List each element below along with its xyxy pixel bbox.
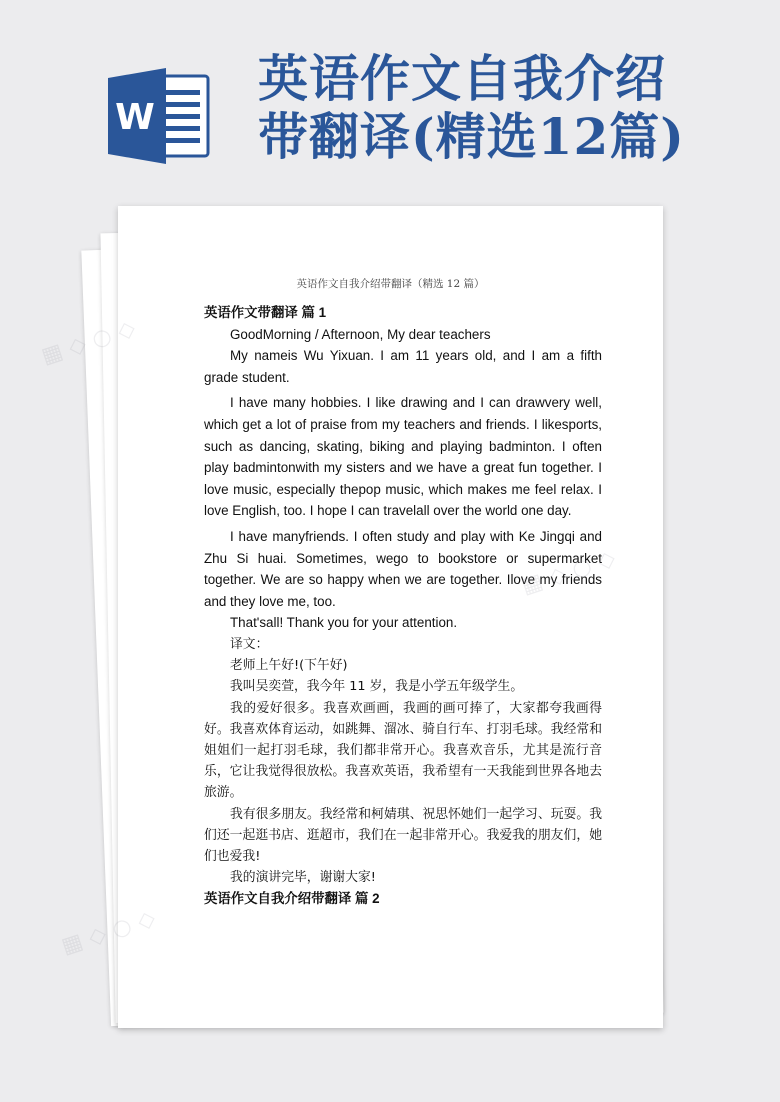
word-logo-letter: W: [115, 97, 155, 138]
document-page: [118, 206, 663, 1028]
watermark: ▦ ◇: [58, 921, 110, 960]
greeting-paragraph: GoodMorning / Afternoon, My dear teachers: [230, 326, 491, 342]
closing-paragraph: That'sall! Thank you for your attention.: [230, 615, 458, 631]
banner-title-line1: 英语作文自我介绍: [258, 49, 666, 108]
chinese-paragraph-2: 我叫吴奕萱，我今年 11 岁，我是小学五年级学生。: [230, 679, 524, 695]
word-icon: [108, 66, 212, 166]
english-paragraph-3: I have manyfriends. I often study and play with Ke Jingqi and Zhu Si huai. Sometimes, wego to bookstore or supermarket together. We are so happy when we are together. Ilove my friends and they love me, too.: [204, 528, 602, 609]
page-header: 英语作文自我介绍带翻译（精选 12 篇）: [296, 278, 485, 290]
chinese-paragraph-5: 我的演讲完毕，谢谢大家!: [230, 870, 376, 886]
translation-label: 译文：: [230, 636, 269, 652]
banner-title: [258, 50, 773, 166]
section-title-1: 英语作文带翻译 篇 1: [204, 305, 327, 320]
chinese-paragraph-1: 老师上午好!(下午好): [230, 658, 348, 674]
banner-title-line2: 带翻译(精选12篇): [258, 107, 685, 166]
section-title-2: 英语作文自我介绍带翻译 篇 2: [204, 891, 380, 907]
banner: [0, 0, 780, 210]
english-paragraph-1: My nameis Wu Yixuan. I am 11 years old, and I am a fifth grade student.: [204, 348, 602, 385]
chinese-paragraph-4: 我有很多朋友。我经常和柯婧琪、祝思怀她们一起学习、玩耍。我们还一起逛书店、逛超市，我们在一起非常开心。我爱我的朋友们，她们也爱我!: [204, 806, 602, 864]
english-paragraph-2: I have many hobbies. I like drawing and I can drawvery well, which get a lot of praise from my teachers and friends. I likesports, such as dancing, skating, biking and playing badminton. I often play badmintonwith my sisters and we have a great fun together. I love music, especially thepop music, which makes me feel relax. I love English, too. I hope I can travelall over the world one day.: [204, 395, 602, 519]
watermark: ▦ ◇: [38, 331, 90, 370]
chinese-paragraph-3: 我的爱好很多。我喜欢画画，我画的画可捧了，大家都夸我画得好。我喜欢体育运动，如跳舞、溜冰、骑自行车、打羽毛球。我经常和姐姐们一起打羽毛球，我们都非常开心。我喜欢音乐，尤其是流行音乐，它让我觉得很放松。我喜欢英语，我希望有一天我能到世界各地去旅游。: [204, 700, 602, 801]
document-body: [204, 302, 602, 910]
